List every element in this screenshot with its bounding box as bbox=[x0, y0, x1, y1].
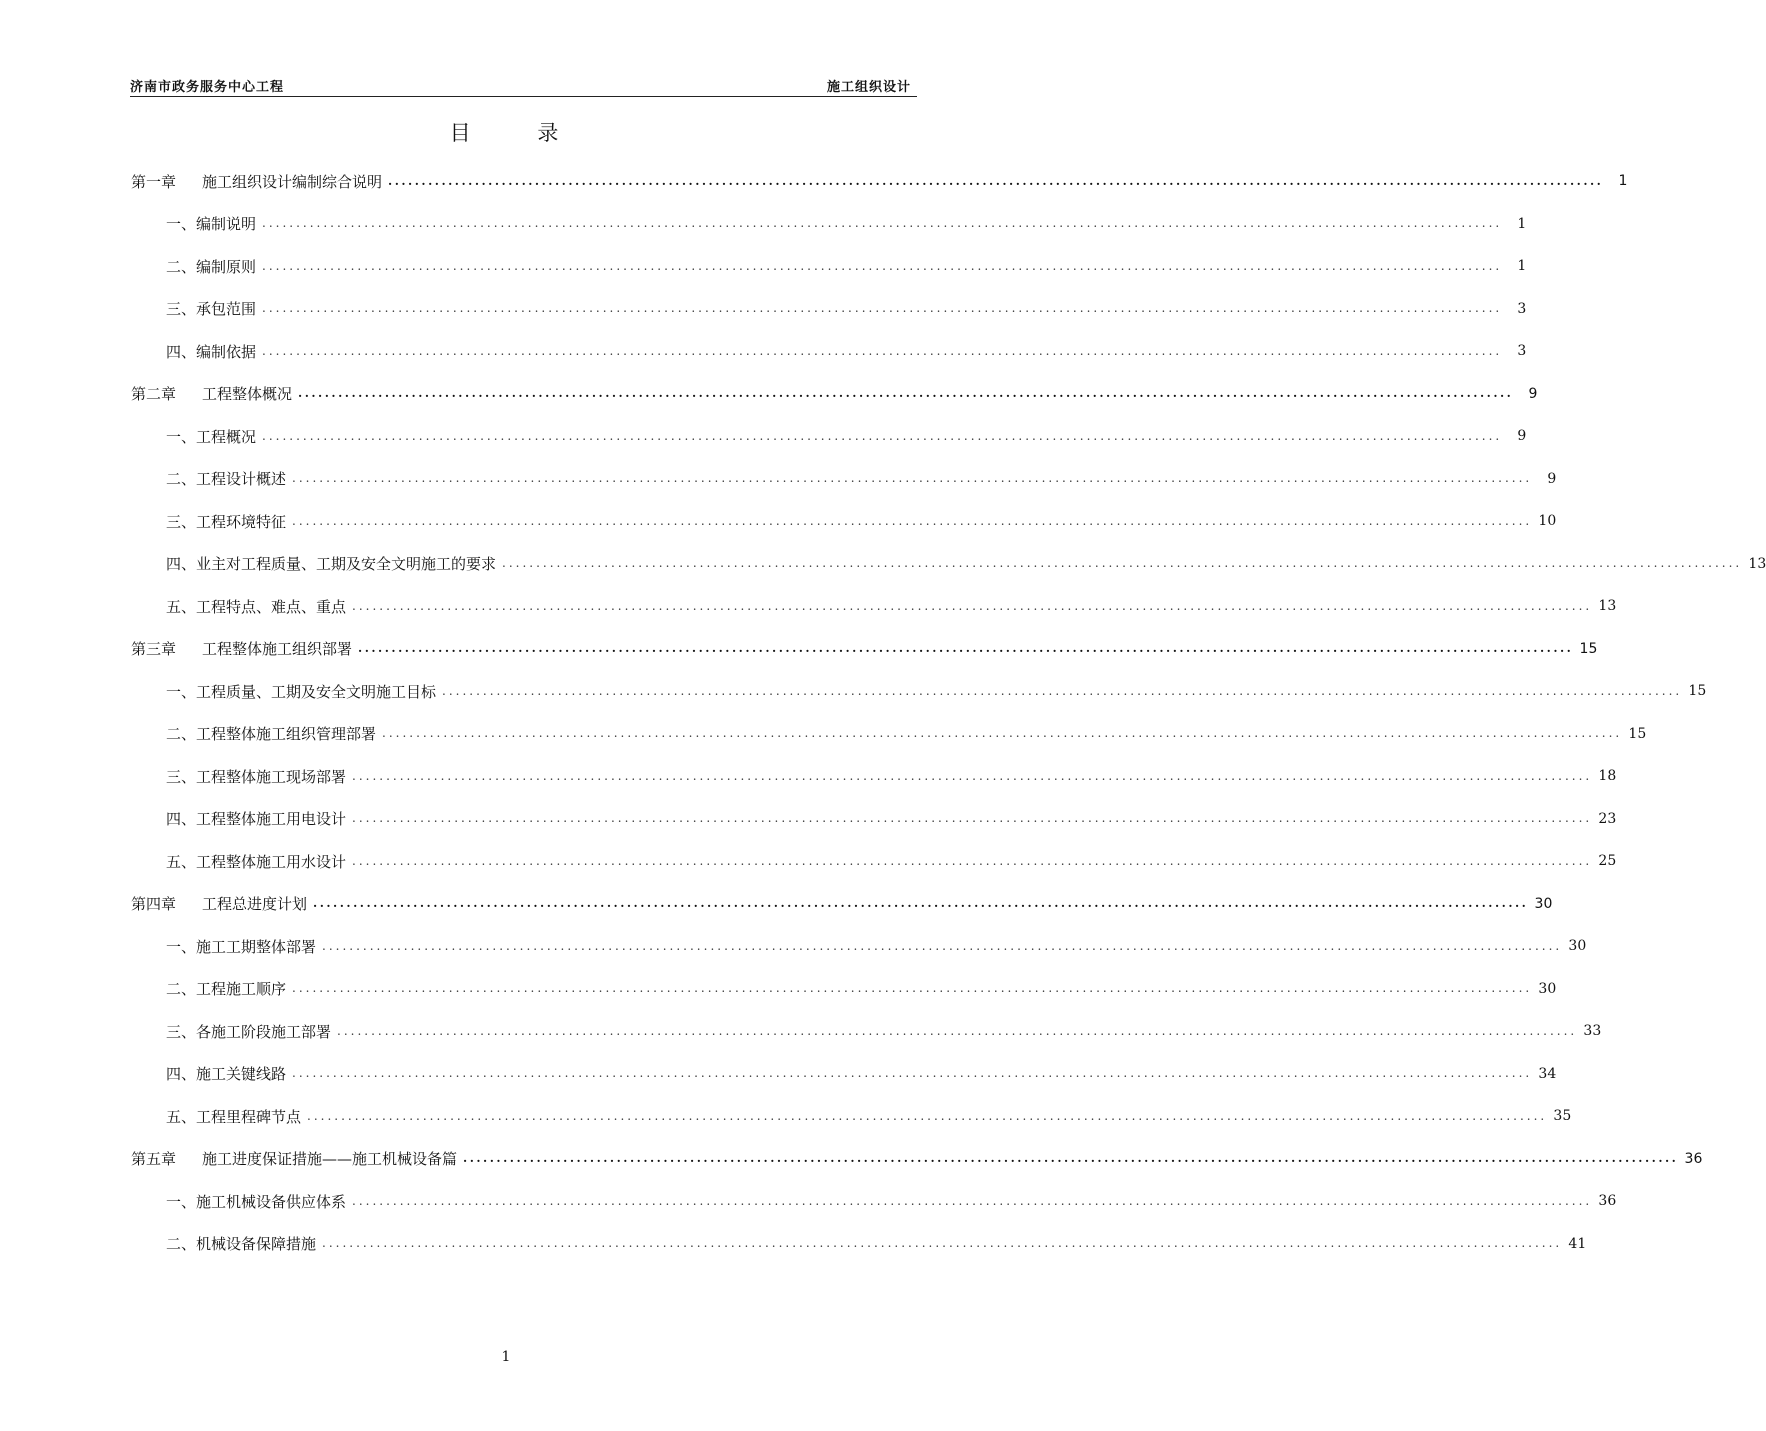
header-project-name: 济南市政务服务中心工程 bbox=[130, 80, 285, 95]
toc-dot-leader: ...................................................................................................................................................................................... bbox=[322, 938, 1563, 953]
toc-section-entry[interactable] bbox=[0, 288, 1527, 331]
toc-entry-title: 四、施工关键线路 bbox=[166, 1065, 287, 1084]
toc-section-entry[interactable] bbox=[0, 1010, 1602, 1053]
toc-dot-leader: ...................................................................................................................................................................................... bbox=[463, 1151, 1679, 1166]
toc-page-number: 13 bbox=[1598, 598, 1617, 615]
toc-dot-leader: ...................................................................................................................................................................................... bbox=[502, 556, 1743, 571]
toc-section-entry[interactable] bbox=[0, 330, 1527, 373]
toc-chapter-number: 第一章 bbox=[131, 172, 177, 191]
toc-page-number: 36 bbox=[1684, 1150, 1703, 1167]
toc-entry-title: 二、工程施工顺序 bbox=[166, 980, 287, 999]
toc-entry-title: 三、承包范围 bbox=[166, 300, 257, 319]
toc-dot-leader: ...................................................................................................................................................................................... bbox=[352, 768, 1593, 783]
toc-section-entry[interactable] bbox=[0, 585, 1617, 628]
toc-entry-title: 四、工程整体施工用电设计 bbox=[166, 810, 347, 829]
toc-section-entry[interactable] bbox=[0, 840, 1617, 883]
toc-chapter-entry[interactable] bbox=[0, 883, 1553, 926]
toc-dot-leader: ...................................................................................................................................................................................... bbox=[352, 811, 1593, 826]
toc-section-entry[interactable] bbox=[0, 1053, 1557, 1096]
toc-page-number: 9 bbox=[1517, 428, 1527, 445]
toc-chapter-number: 第三章 bbox=[131, 640, 177, 659]
toc-section-entry[interactable] bbox=[0, 500, 1557, 543]
toc-page-number: 34 bbox=[1538, 1065, 1557, 1082]
toc-entry-title: 三、工程整体施工现场部署 bbox=[166, 767, 347, 786]
toc-entry-title: 一、工程质量、工期及安全文明施工目标 bbox=[166, 682, 437, 701]
toc-chapter-number: 第五章 bbox=[131, 1150, 177, 1169]
toc-page-number: 9 bbox=[1528, 385, 1538, 402]
toc-page-number: 15 bbox=[1688, 683, 1707, 700]
toc-dot-leader: ...................................................................................................................................................................................... bbox=[352, 1193, 1593, 1208]
toc-dot-leader: ...................................................................................................................................................................................... bbox=[358, 641, 1574, 656]
toc-dot-leader: ...................................................................................................................................................................................... bbox=[298, 386, 1514, 401]
toc-section-entry[interactable] bbox=[0, 458, 1557, 501]
toc-dot-leader: ...................................................................................................................................................................................... bbox=[313, 896, 1529, 911]
toc-entry-title: 工程总进度计划 bbox=[202, 895, 308, 914]
toc-page-number: 18 bbox=[1598, 768, 1617, 785]
toc-entry-title: 二、机械设备保障措施 bbox=[166, 1235, 317, 1254]
header-document-type: 施工组织设计 bbox=[826, 80, 911, 95]
toc-page-number: 13 bbox=[1748, 555, 1766, 572]
toc-chapter-number: 第四章 bbox=[131, 895, 177, 914]
toc-entry-title: 五、工程里程碑节点 bbox=[166, 1107, 302, 1126]
toc-page-number: 1 bbox=[1517, 258, 1527, 275]
toc-dot-leader: ...................................................................................................................................................................................... bbox=[292, 471, 1533, 486]
toc-page-number: 25 bbox=[1598, 853, 1617, 870]
toc-section-entry[interactable] bbox=[0, 543, 1766, 586]
toc-dot-leader: ...................................................................................................................................................................................... bbox=[337, 1023, 1578, 1038]
toc-dot-leader: ...................................................................................................................................................................................... bbox=[292, 513, 1533, 528]
toc-section-entry[interactable] bbox=[0, 798, 1617, 841]
toc-page-number: 23 bbox=[1598, 810, 1617, 827]
toc-dot-leader: ...................................................................................................................................................................................... bbox=[307, 1108, 1548, 1123]
toc-page-number: 33 bbox=[1583, 1023, 1602, 1040]
toc-page-number: 30 bbox=[1568, 938, 1587, 955]
toc-dot-leader: ...................................................................................................................................................................................... bbox=[262, 428, 1503, 443]
toc-entry-title: 五、工程整体施工用水设计 bbox=[166, 852, 347, 871]
toc-dot-leader: ...................................................................................................................................................................................... bbox=[388, 173, 1604, 188]
toc-entry-title: 四、编制依据 bbox=[166, 342, 257, 361]
toc-page-number: 41 bbox=[1568, 1235, 1587, 1252]
toc-section-entry[interactable] bbox=[0, 968, 1557, 1011]
toc-page-number: 1 bbox=[1517, 215, 1527, 232]
toc-section-entry[interactable] bbox=[0, 245, 1527, 288]
toc-page-number: 10 bbox=[1538, 513, 1557, 530]
toc-section-entry[interactable] bbox=[0, 1095, 1572, 1138]
toc-title: 目 录 bbox=[449, 121, 589, 145]
toc-entry-title: 一、工程概况 bbox=[166, 427, 257, 446]
toc-entry-title: 三、各施工阶段施工部署 bbox=[166, 1022, 332, 1041]
toc-page-number: 30 bbox=[1534, 895, 1553, 912]
toc-page-number: 3 bbox=[1517, 300, 1527, 317]
toc-dot-leader: ...................................................................................................................................................................................... bbox=[292, 1066, 1533, 1081]
toc-chapter-number: 第二章 bbox=[131, 385, 177, 404]
toc-dot-leader: ...................................................................................................................................................................................... bbox=[262, 216, 1503, 231]
page-number: 1 bbox=[501, 1349, 511, 1365]
toc-entry-title: 工程整体概况 bbox=[202, 385, 293, 404]
toc-entry-title: 施工进度保证措施——施工机械设备篇 bbox=[202, 1150, 458, 1169]
toc-entry-title: 四、业主对工程质量、工期及安全文明施工的要求 bbox=[166, 555, 497, 574]
toc-chapter-entry[interactable] bbox=[0, 160, 1628, 203]
toc-entry-title: 工程整体施工组织部署 bbox=[202, 640, 353, 659]
toc-page-number: 30 bbox=[1538, 980, 1557, 997]
toc-page-number: 35 bbox=[1553, 1108, 1572, 1125]
toc-page-number: 1 bbox=[1618, 173, 1628, 190]
toc-page-number: 15 bbox=[1628, 725, 1647, 742]
toc-section-entry[interactable] bbox=[0, 203, 1527, 246]
toc-page-number: 36 bbox=[1598, 1193, 1617, 1210]
toc-chapter-entry[interactable] bbox=[0, 628, 1598, 671]
toc-entry-title: 二、编制原则 bbox=[166, 257, 257, 276]
toc-dot-leader: ...................................................................................................................................................................................... bbox=[262, 301, 1503, 316]
toc-section-entry[interactable] bbox=[0, 713, 1647, 756]
toc-section-entry[interactable] bbox=[0, 1180, 1617, 1223]
toc-dot-leader: ...................................................................................................................................................................................... bbox=[322, 1236, 1563, 1251]
toc-entry-title: 一、施工机械设备供应体系 bbox=[166, 1192, 347, 1211]
table-of-contents bbox=[0, 160, 1766, 1265]
toc-entry-title: 一、编制说明 bbox=[166, 215, 257, 234]
toc-section-entry[interactable] bbox=[0, 1223, 1587, 1266]
toc-section-entry[interactable] bbox=[0, 670, 1707, 713]
toc-dot-leader: ...................................................................................................................................................................................... bbox=[262, 343, 1503, 358]
toc-section-entry[interactable] bbox=[0, 415, 1527, 458]
toc-entry-title: 三、工程环境特征 bbox=[166, 512, 287, 531]
toc-entry-title: 二、工程整体施工组织管理部署 bbox=[166, 725, 377, 744]
toc-section-entry[interactable] bbox=[0, 925, 1587, 968]
toc-page-number: 15 bbox=[1579, 640, 1598, 657]
toc-dot-leader: ...................................................................................................................................................................................... bbox=[352, 598, 1593, 613]
toc-entry-title: 一、施工工期整体部署 bbox=[166, 937, 317, 956]
toc-page-number: 3 bbox=[1517, 343, 1527, 360]
toc-dot-leader: ...................................................................................................................................................................................... bbox=[382, 726, 1623, 741]
toc-entry-title: 施工组织设计编制综合说明 bbox=[202, 172, 383, 191]
toc-dot-leader: ...................................................................................................................................................................................... bbox=[442, 683, 1683, 698]
toc-chapter-entry[interactable] bbox=[0, 1138, 1703, 1181]
toc-entry-title: 二、工程设计概述 bbox=[166, 470, 287, 489]
toc-section-entry[interactable] bbox=[0, 755, 1617, 798]
toc-chapter-entry[interactable] bbox=[0, 373, 1538, 416]
toc-dot-leader: ...................................................................................................................................................................................... bbox=[292, 981, 1533, 996]
toc-page-number: 9 bbox=[1547, 470, 1557, 487]
toc-dot-leader: ...................................................................................................................................................................................... bbox=[262, 258, 1503, 273]
toc-dot-leader: ...................................................................................................................................................................................... bbox=[352, 853, 1593, 868]
toc-entry-title: 五、工程特点、难点、重点 bbox=[166, 597, 347, 616]
page-header bbox=[130, 74, 917, 97]
